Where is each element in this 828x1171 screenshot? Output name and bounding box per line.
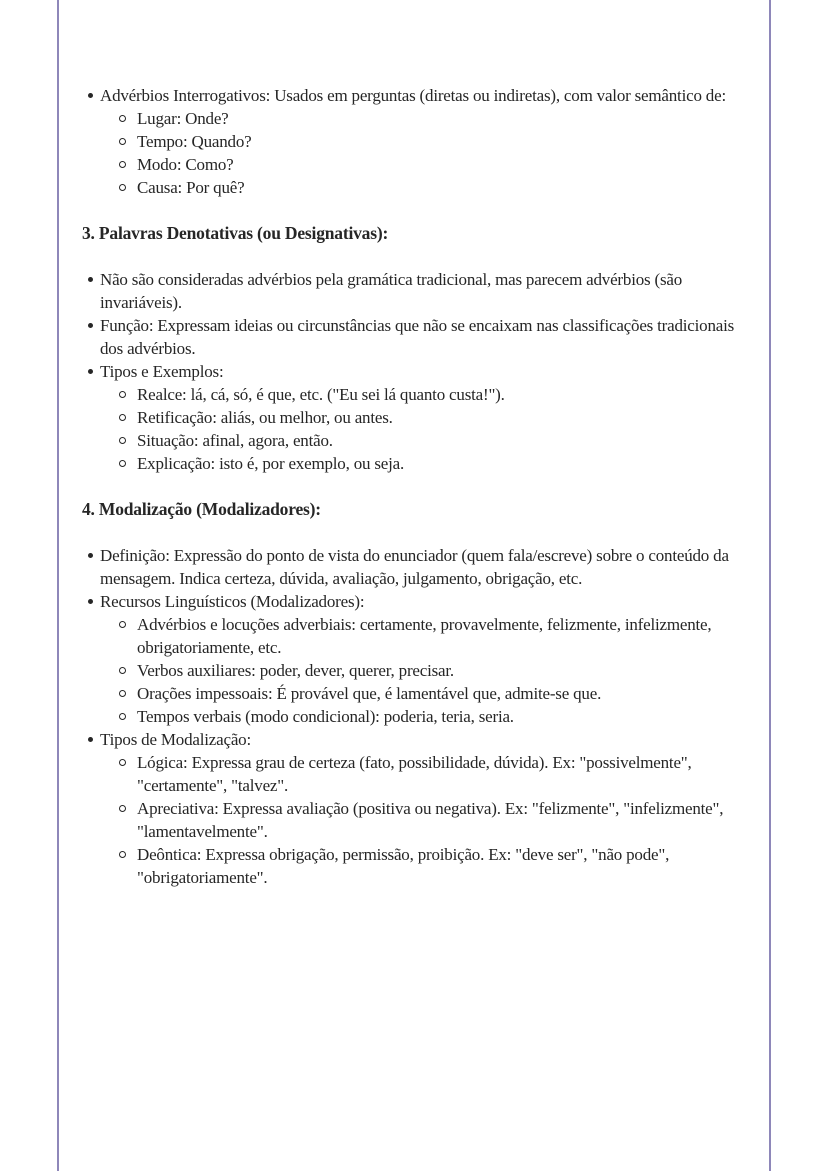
sub-bullet-text: Orações impessoais: É provável que, é lamentável que, admite-se que. <box>137 684 602 703</box>
bullet-disc-icon <box>88 599 93 604</box>
section-heading: 4. Modalização (Modalizadores): <box>82 499 321 519</box>
bullet-circle-icon <box>119 690 126 697</box>
bullet-item <box>82 314 748 360</box>
bullet-circle-icon <box>119 437 126 444</box>
sub-bullet-item <box>119 705 748 728</box>
bullet-disc-icon <box>88 93 93 98</box>
sub-bullet-list <box>100 107 748 199</box>
sub-bullet-text: Causa: Por quê? <box>137 178 245 197</box>
sub-bullet-item <box>119 153 748 176</box>
bullet-circle-icon <box>119 713 126 720</box>
bullet-item <box>82 84 748 199</box>
bullet-item <box>82 268 748 314</box>
sub-bullet-text: Advérbios e locuções adverbiais: certamente, provavelmente, felizmente, infelizmente, obrigatoriamente, etc. <box>137 615 712 657</box>
bullet-circle-icon <box>119 391 126 398</box>
sub-bullet-text: Lógica: Expressa grau de certeza (fato, possibilidade, dúvida). Ex: "possivelmente", "certamente", "talvez". <box>137 753 692 795</box>
sub-bullet-item <box>119 406 748 429</box>
bullet-disc-icon <box>88 737 93 742</box>
sub-bullet-text: Verbos auxiliares: poder, dever, querer, precisar. <box>137 661 454 680</box>
bullet-text: Função: Expressam ideias ou circunstâncias que não se encaixam nas classificações tradicionais dos advérbios. <box>100 316 735 358</box>
bullet-list <box>82 84 748 199</box>
sub-bullet-list <box>100 751 748 889</box>
bullet-circle-icon <box>119 460 126 467</box>
sub-bullet-text: Modo: Como? <box>137 155 234 174</box>
sub-bullet-item <box>119 130 748 153</box>
bullet-text: Tipos de Modalização: <box>100 730 251 749</box>
sub-bullet-list <box>100 383 748 475</box>
sub-bullet-item <box>119 383 748 406</box>
sub-bullet-item <box>119 843 748 889</box>
bullet-circle-icon <box>119 184 126 191</box>
sub-bullet-text: Tempo: Quando? <box>137 132 252 151</box>
sub-bullet-list <box>100 613 748 728</box>
sub-bullet-item <box>119 107 748 130</box>
bullet-disc-icon <box>88 277 93 282</box>
bullet-circle-icon <box>119 759 126 766</box>
bullet-item <box>82 590 748 728</box>
sub-bullet-text: Deôntica: Expressa obrigação, permissão, proibição. Ex: "deve ser", "não pode", "obrigatoriamente". <box>137 845 670 887</box>
bullet-circle-icon <box>119 667 126 674</box>
bullet-item <box>82 728 748 889</box>
bullet-text: Tipos e Exemplos: <box>100 362 224 381</box>
sub-bullet-text: Apreciativa: Expressa avaliação (positiva ou negativa). Ex: "felizmente", "infelizmente", "lamentavelmente". <box>137 799 724 841</box>
bullet-item <box>82 360 748 475</box>
bullet-text: Recursos Linguísticos (Modalizadores): <box>100 592 365 611</box>
bullet-circle-icon <box>119 138 126 145</box>
bullet-circle-icon <box>119 805 126 812</box>
bullet-list <box>82 268 748 475</box>
sub-bullet-text: Retificação: aliás, ou melhor, ou antes. <box>137 408 393 427</box>
sub-bullet-text: Realce: lá, cá, só, é que, etc. ("Eu sei lá quanto custa!"). <box>137 385 505 404</box>
bullet-text: Não são consideradas advérbios pela gramática tradicional, mas parecem advérbios (são invariáveis). <box>100 270 683 312</box>
sub-bullet-item <box>119 659 748 682</box>
bullet-item <box>82 544 748 590</box>
bullet-disc-icon <box>88 369 93 374</box>
sub-bullet-text: Situação: afinal, agora, então. <box>137 431 333 450</box>
bullet-circle-icon <box>119 161 126 168</box>
sub-bullet-item <box>119 429 748 452</box>
page-border-left-rule <box>57 0 59 1171</box>
bullet-disc-icon <box>88 553 93 558</box>
section-heading: 3. Palavras Denotativas (ou Designativas): <box>82 223 389 243</box>
sub-bullet-item <box>119 682 748 705</box>
sub-bullet-text: Lugar: Onde? <box>137 109 229 128</box>
sub-bullet-item <box>119 452 748 475</box>
sub-bullet-item <box>119 176 748 199</box>
page-border-right-rule <box>769 0 771 1171</box>
sub-bullet-text: Tempos verbais (modo condicional): poderia, teria, seria. <box>137 707 514 726</box>
bullet-disc-icon <box>88 323 93 328</box>
bullet-list <box>82 544 748 889</box>
bullet-circle-icon <box>119 414 126 421</box>
bullet-circle-icon <box>119 851 126 858</box>
bullet-circle-icon <box>119 115 126 122</box>
sub-bullet-text: Explicação: isto é, por exemplo, ou seja. <box>137 454 405 473</box>
document-content <box>82 84 748 889</box>
bullet-text: Definição: Expressão do ponto de vista do enunciador (quem fala/escreve) sobre o conteúdo da mensagem. Indica certeza, dúvida, avaliação, julgamento, obrigação, etc. <box>100 546 729 588</box>
bullet-circle-icon <box>119 621 126 628</box>
sub-bullet-item <box>119 797 748 843</box>
sub-bullet-item <box>119 613 748 659</box>
sub-bullet-item <box>119 751 748 797</box>
bullet-text: Advérbios Interrogativos: Usados em perguntas (diretas ou indiretas), com valor semântico de: <box>100 86 726 105</box>
